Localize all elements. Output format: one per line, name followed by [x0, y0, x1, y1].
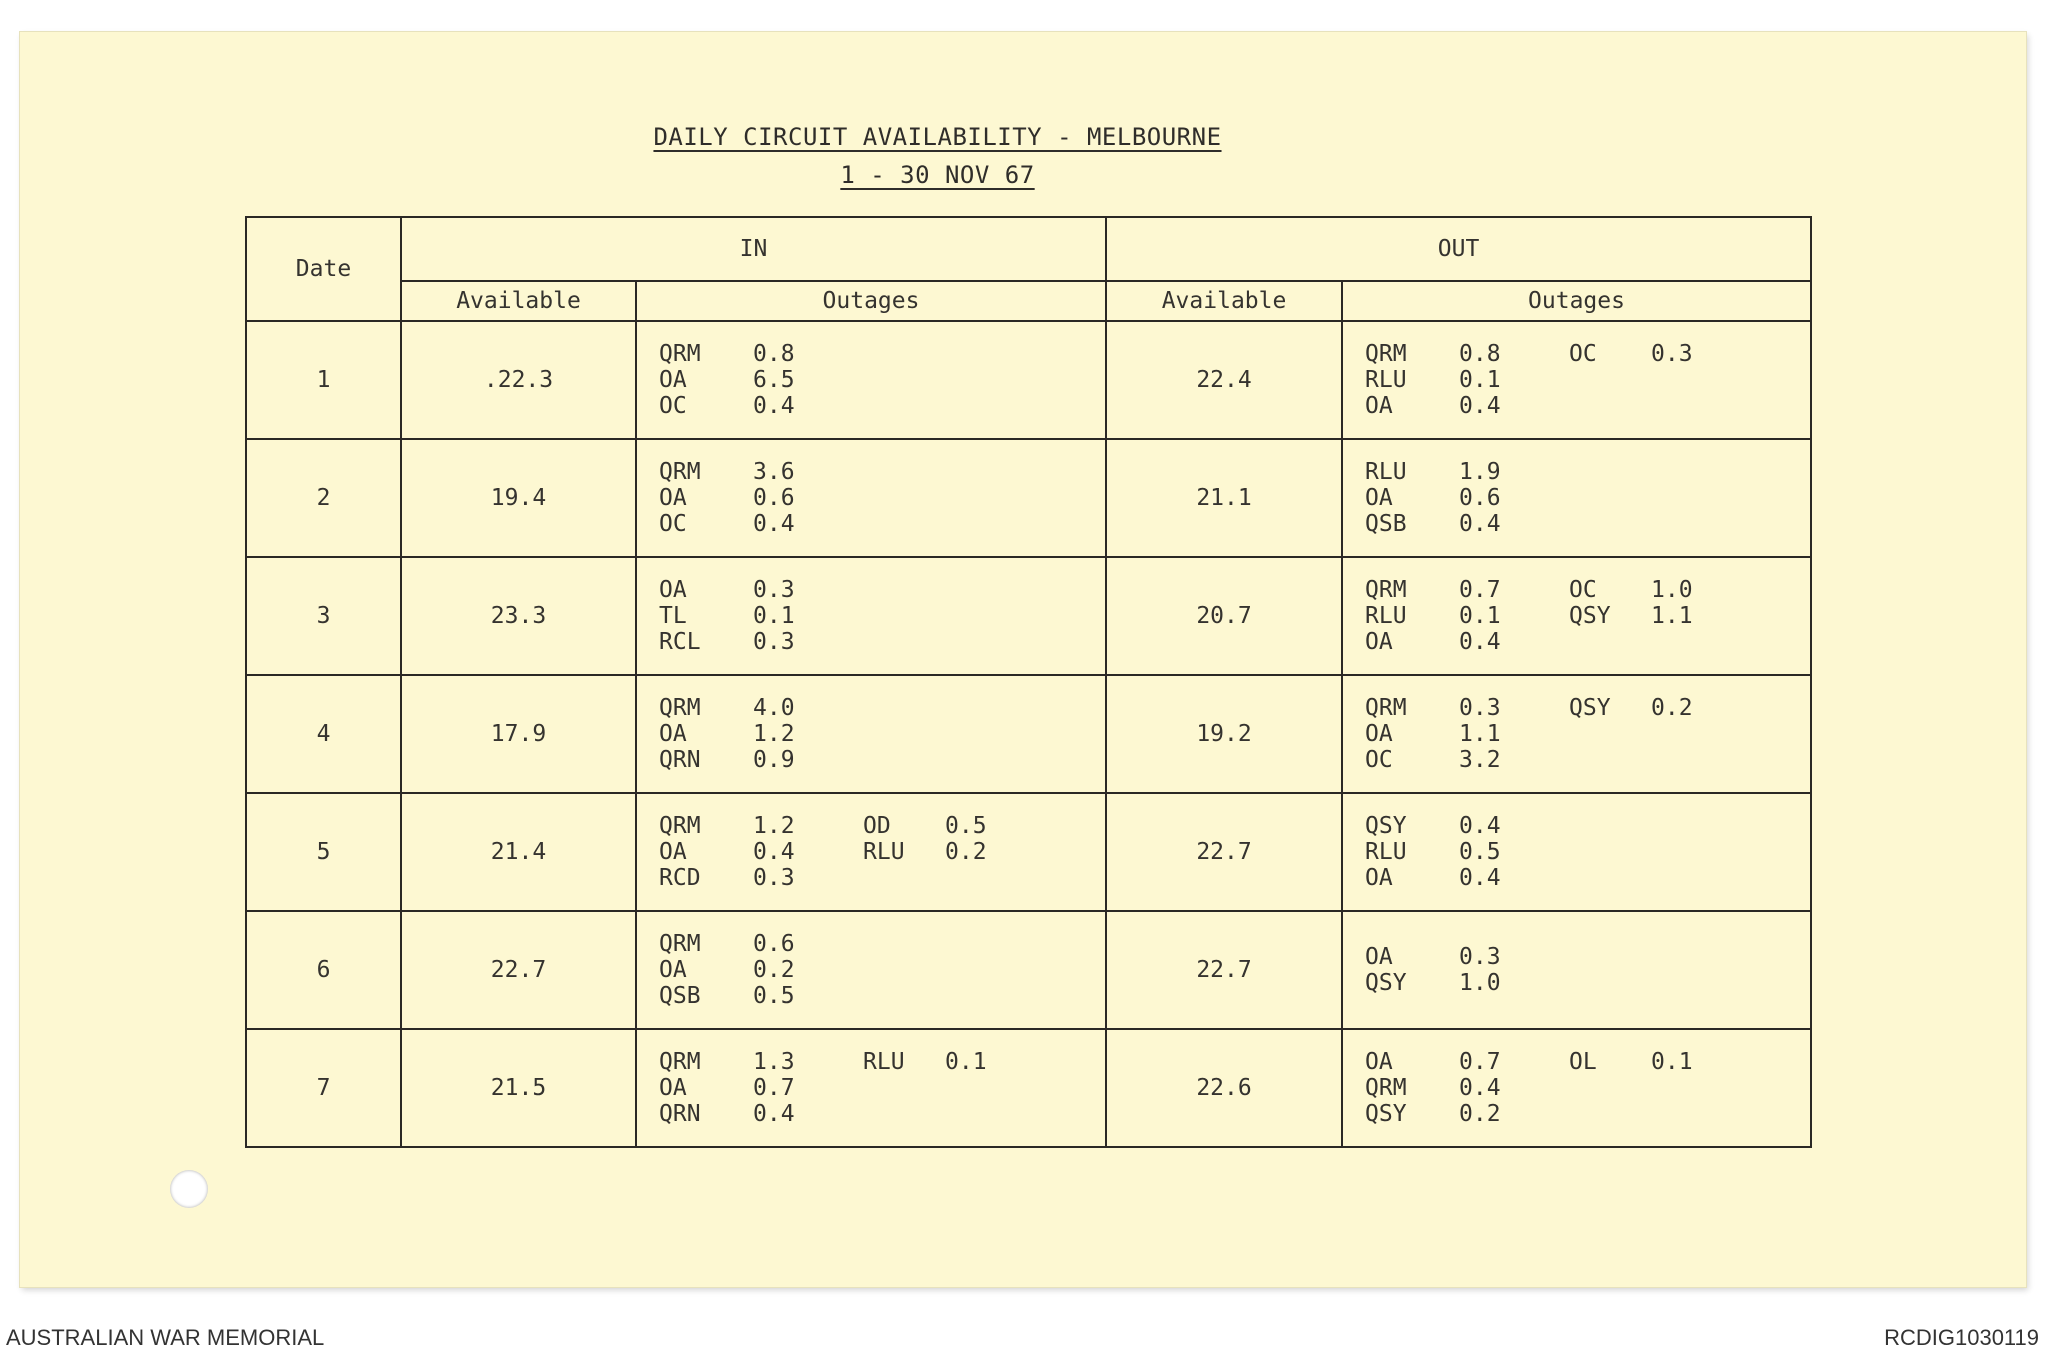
outage-list	[1365, 944, 1651, 996]
outage-hours: 0.1	[1651, 1049, 1693, 1075]
outage-code: QSY	[1569, 603, 1611, 629]
outage-line	[659, 577, 945, 603]
outage-hours: 0.4	[1459, 1075, 1501, 1101]
date-cell: 6	[246, 911, 401, 1029]
header-out-available: Available	[1106, 281, 1342, 321]
outage-code	[1569, 459, 1651, 485]
outage-list	[1365, 1049, 1693, 1127]
out-outages-cell	[1342, 793, 1811, 911]
in-outages-cell	[636, 793, 1106, 911]
outage-code	[1569, 813, 1651, 839]
outage-line	[1365, 944, 1651, 970]
outage-code: OA	[659, 721, 687, 747]
outage-line	[659, 629, 945, 655]
outage-hours: 0.8	[1459, 341, 1501, 367]
outage-list	[659, 1049, 987, 1127]
outage-hours: 0.2	[1459, 1101, 1501, 1127]
outage-line	[659, 1101, 987, 1127]
outage-hours: 0.4	[1459, 865, 1501, 891]
outage-line	[1365, 839, 1651, 865]
outage-code: RCD	[659, 865, 701, 891]
outage-hours: 0.8	[753, 341, 795, 367]
availability-table	[245, 216, 1812, 1148]
outage-hours: 0.3	[753, 865, 795, 891]
table-row	[246, 321, 1811, 439]
outage-line	[659, 931, 945, 957]
outage-hours: 0.1	[753, 603, 795, 629]
outage-code	[1569, 393, 1651, 419]
outage-code: TL	[659, 603, 687, 629]
outage-code: OC	[1569, 577, 1597, 603]
outage-code	[863, 1075, 945, 1101]
outage-code	[863, 603, 945, 629]
outage-code	[863, 485, 945, 511]
header-in-outages: Outages	[636, 281, 1106, 321]
outage-hours: 0.3	[1651, 341, 1693, 367]
table-row	[246, 793, 1811, 911]
outage-list	[659, 695, 945, 773]
outage-line	[1365, 970, 1651, 996]
outage-hours: 0.6	[1459, 485, 1501, 511]
outage-code: QRM	[1365, 695, 1407, 721]
outage-line	[1365, 813, 1651, 839]
date-cell: 4	[246, 675, 401, 793]
out-outages-cell	[1342, 1029, 1811, 1147]
outage-list	[1365, 695, 1693, 773]
outage-hours: 6.5	[753, 367, 795, 393]
outage-code: OC	[659, 393, 687, 419]
outage-hours: 0.3	[1459, 695, 1501, 721]
outage-code: RCL	[659, 629, 701, 655]
outage-code	[863, 367, 945, 393]
out-available-cell: 20.7	[1106, 557, 1342, 675]
in-available-cell: 22.7	[401, 911, 636, 1029]
table-row	[246, 1029, 1811, 1147]
outage-list	[659, 459, 945, 537]
outage-code: QRM	[659, 813, 701, 839]
date-cell: 3	[246, 557, 401, 675]
outage-code	[1569, 629, 1651, 655]
header-in-available: Available	[401, 281, 636, 321]
outage-line	[659, 603, 945, 629]
document-subtitle: 1 - 30 NOV 67	[840, 161, 1035, 189]
outage-code: OA	[1365, 629, 1393, 655]
outage-hours: 1.0	[1459, 970, 1501, 996]
outage-line	[1365, 747, 1693, 773]
outage-hours: 0.3	[1459, 944, 1501, 970]
outage-hours: 0.4	[1459, 511, 1501, 537]
outage-line	[1365, 1075, 1693, 1101]
outage-line	[1365, 603, 1693, 629]
in-available-cell: 21.5	[401, 1029, 636, 1147]
in-available-cell: 21.4	[401, 793, 636, 911]
outage-hours	[945, 865, 987, 891]
outage-code	[863, 695, 945, 721]
outage-list	[659, 813, 987, 891]
footer-record-id: RCDIG1030119	[1884, 1325, 2039, 1350]
outage-code: OA	[1365, 865, 1393, 891]
outage-hours: 0.5	[945, 813, 987, 839]
outage-code	[1569, 511, 1651, 537]
outage-code: OA	[659, 839, 687, 865]
outage-line	[659, 341, 945, 367]
outage-code	[863, 747, 945, 773]
table-row	[246, 557, 1811, 675]
outage-code: RLU	[1365, 367, 1407, 393]
outage-hours: 0.6	[753, 931, 795, 957]
table-body	[246, 321, 1811, 1147]
outage-code: RLU	[1365, 839, 1407, 865]
outage-hours: 0.3	[753, 577, 795, 603]
outage-code	[1569, 865, 1651, 891]
outage-code: RLU	[1365, 459, 1407, 485]
outage-hours: 0.4	[1459, 393, 1501, 419]
outage-hours: 0.2	[1651, 695, 1693, 721]
outage-hours: 0.4	[753, 839, 795, 865]
header-in: IN	[401, 217, 1106, 281]
out-available-cell: 22.6	[1106, 1029, 1342, 1147]
outage-hours: 1.2	[753, 721, 795, 747]
header-out: OUT	[1106, 217, 1811, 281]
in-outages-cell	[636, 1029, 1106, 1147]
outage-hours: 0.7	[1459, 1049, 1501, 1075]
outage-code: QRM	[659, 459, 701, 485]
outage-code	[1569, 485, 1651, 511]
outage-hours: 0.7	[1459, 577, 1501, 603]
in-available-cell: 17.9	[401, 675, 636, 793]
outage-list	[659, 931, 945, 1009]
date-cell: 7	[246, 1029, 401, 1147]
in-outages-cell	[636, 675, 1106, 793]
outage-code: OA	[659, 577, 687, 603]
out-outages-cell	[1342, 911, 1811, 1029]
in-outages-cell	[636, 557, 1106, 675]
outage-code	[1569, 839, 1651, 865]
outage-code: RLU	[863, 839, 905, 865]
outage-hours: 4.0	[753, 695, 795, 721]
outage-code: OC	[1365, 747, 1393, 773]
outage-list	[1365, 813, 1651, 891]
outage-line	[1365, 341, 1693, 367]
out-available-cell: 19.2	[1106, 675, 1342, 793]
outage-list	[659, 341, 945, 419]
out-available-cell: 21.1	[1106, 439, 1342, 557]
outage-hours: 0.4	[1459, 813, 1501, 839]
outage-code	[1569, 367, 1651, 393]
outage-code	[863, 511, 945, 537]
outage-code: QRN	[659, 747, 701, 773]
date-cell: 5	[246, 793, 401, 911]
outage-code: QRM	[1365, 341, 1407, 367]
outage-code	[1569, 970, 1651, 996]
outage-code: OA	[1365, 944, 1393, 970]
outage-code	[863, 983, 945, 1009]
outage-code	[1569, 944, 1651, 970]
outage-hours: 0.4	[753, 1101, 795, 1127]
outage-code: QSY	[1365, 813, 1407, 839]
outage-hours	[1651, 1101, 1693, 1127]
out-available-cell: 22.7	[1106, 793, 1342, 911]
out-available-cell: 22.7	[1106, 911, 1342, 1029]
outage-list	[1365, 341, 1693, 419]
outage-code: QRM	[659, 1049, 701, 1075]
outage-line	[659, 459, 945, 485]
outage-hours: 0.9	[753, 747, 795, 773]
outage-code	[863, 865, 945, 891]
document-title: DAILY CIRCUIT AVAILABILITY - MELBOURNE	[653, 123, 1222, 151]
outage-code	[863, 957, 945, 983]
in-outages-cell	[636, 321, 1106, 439]
outage-line	[659, 983, 945, 1009]
outage-line	[659, 957, 945, 983]
outage-code: OA	[659, 957, 687, 983]
outage-code: QSY	[1365, 970, 1407, 996]
outage-code	[1569, 1101, 1651, 1127]
in-outages-cell	[636, 439, 1106, 557]
outage-code: RLU	[863, 1049, 905, 1075]
outage-code	[1569, 1075, 1651, 1101]
outage-line	[1365, 1101, 1693, 1127]
table-row	[246, 439, 1811, 557]
outage-code: OL	[1569, 1049, 1597, 1075]
header-out-outages: Outages	[1342, 281, 1811, 321]
punch-hole	[170, 1170, 208, 1208]
outage-hours: 0.2	[945, 839, 987, 865]
outage-code: OD	[863, 813, 891, 839]
header-row-sub	[246, 281, 1811, 321]
outage-hours: 0.3	[753, 629, 795, 655]
outage-line	[1365, 367, 1693, 393]
outage-line	[1365, 695, 1693, 721]
outage-hours: 0.7	[753, 1075, 795, 1101]
outage-code: OA	[659, 367, 687, 393]
outage-hours	[945, 1075, 987, 1101]
outage-hours: 1.1	[1459, 721, 1501, 747]
outage-line	[1365, 865, 1651, 891]
outage-hours: 0.5	[753, 983, 795, 1009]
outage-line	[1365, 577, 1693, 603]
outage-hours	[1651, 1075, 1693, 1101]
outage-line	[659, 865, 987, 891]
outage-line	[1365, 511, 1651, 537]
outage-code	[863, 721, 945, 747]
outage-hours	[945, 1101, 987, 1127]
outage-code	[1569, 721, 1651, 747]
outage-code: OA	[1365, 721, 1393, 747]
table-row	[246, 911, 1811, 1029]
outage-hours: 0.1	[945, 1049, 987, 1075]
outage-code	[863, 341, 945, 367]
out-outages-cell	[1342, 321, 1811, 439]
outage-line	[659, 393, 945, 419]
outage-line	[1365, 721, 1693, 747]
outage-code: OA	[659, 485, 687, 511]
outage-code	[863, 1101, 945, 1127]
outage-hours: 0.4	[753, 511, 795, 537]
outage-code	[863, 459, 945, 485]
outage-code: QRM	[659, 695, 701, 721]
outage-hours: 1.9	[1459, 459, 1501, 485]
outage-code: QSB	[659, 983, 701, 1009]
header-date: Date	[246, 217, 401, 321]
outage-line	[1365, 629, 1693, 655]
outage-code: QSY	[1569, 695, 1611, 721]
header-row-top	[246, 217, 1811, 281]
outage-hours: 0.4	[753, 393, 795, 419]
outage-hours: 0.4	[1459, 629, 1501, 655]
outage-line	[1365, 485, 1651, 511]
outage-hours: 3.2	[1459, 747, 1501, 773]
outage-code	[863, 393, 945, 419]
date-cell: 2	[246, 439, 401, 557]
outage-code: OC	[659, 511, 687, 537]
outage-hours	[1651, 393, 1693, 419]
outage-line	[659, 367, 945, 393]
outage-line	[1365, 459, 1651, 485]
outage-line	[659, 695, 945, 721]
outage-code: OC	[1569, 341, 1597, 367]
in-outages-cell	[636, 911, 1106, 1029]
out-outages-cell	[1342, 675, 1811, 793]
outage-code: RLU	[1365, 603, 1407, 629]
outage-code: QSY	[1365, 1101, 1407, 1127]
outage-code: OA	[659, 1075, 687, 1101]
outage-hours: 0.2	[753, 957, 795, 983]
outage-hours: 1.3	[753, 1049, 795, 1075]
outage-code: QRM	[659, 341, 701, 367]
outage-list	[1365, 577, 1693, 655]
footer-archive-name: AUSTRALIAN WAR MEMORIAL	[6, 1325, 325, 1350]
outage-hours	[1651, 629, 1693, 655]
outage-code: QRN	[659, 1101, 701, 1127]
outage-code: OA	[1365, 485, 1393, 511]
in-available-cell: 23.3	[401, 557, 636, 675]
out-outages-cell	[1342, 439, 1811, 557]
outage-hours: 1.2	[753, 813, 795, 839]
outage-line	[659, 511, 945, 537]
outage-line	[1365, 393, 1693, 419]
outage-code: QRM	[659, 931, 701, 957]
outage-line	[659, 1049, 987, 1075]
outage-code: QSB	[1365, 511, 1407, 537]
in-available-cell: .22.3	[401, 321, 636, 439]
outage-code: QRM	[1365, 577, 1407, 603]
outage-hours: 0.1	[1459, 603, 1501, 629]
outage-list	[1365, 459, 1651, 537]
outage-hours: 0.1	[1459, 367, 1501, 393]
outage-line	[659, 839, 987, 865]
outage-code: QRM	[1365, 1075, 1407, 1101]
outage-code	[1569, 747, 1651, 773]
out-available-cell: 22.4	[1106, 321, 1342, 439]
outage-line	[659, 721, 945, 747]
outage-code	[863, 629, 945, 655]
outage-hours: 3.6	[753, 459, 795, 485]
outage-code	[863, 931, 945, 957]
outage-hours: 1.0	[1651, 577, 1693, 603]
outage-hours: 1.1	[1651, 603, 1693, 629]
in-available-cell: 19.4	[401, 439, 636, 557]
outage-line	[659, 485, 945, 511]
outage-code: OA	[1365, 1049, 1393, 1075]
outage-code	[863, 577, 945, 603]
outage-list	[659, 577, 945, 655]
outage-hours: 0.6	[753, 485, 795, 511]
out-outages-cell	[1342, 557, 1811, 675]
outage-hours	[1651, 721, 1693, 747]
outage-hours	[1651, 747, 1693, 773]
outage-line	[659, 1075, 987, 1101]
table-row	[246, 675, 1811, 793]
outage-hours: 0.5	[1459, 839, 1501, 865]
outage-line	[659, 747, 945, 773]
date-cell: 1	[246, 321, 401, 439]
outage-hours	[1651, 367, 1693, 393]
outage-line	[659, 813, 987, 839]
outage-code: OA	[1365, 393, 1393, 419]
outage-line	[1365, 1049, 1693, 1075]
